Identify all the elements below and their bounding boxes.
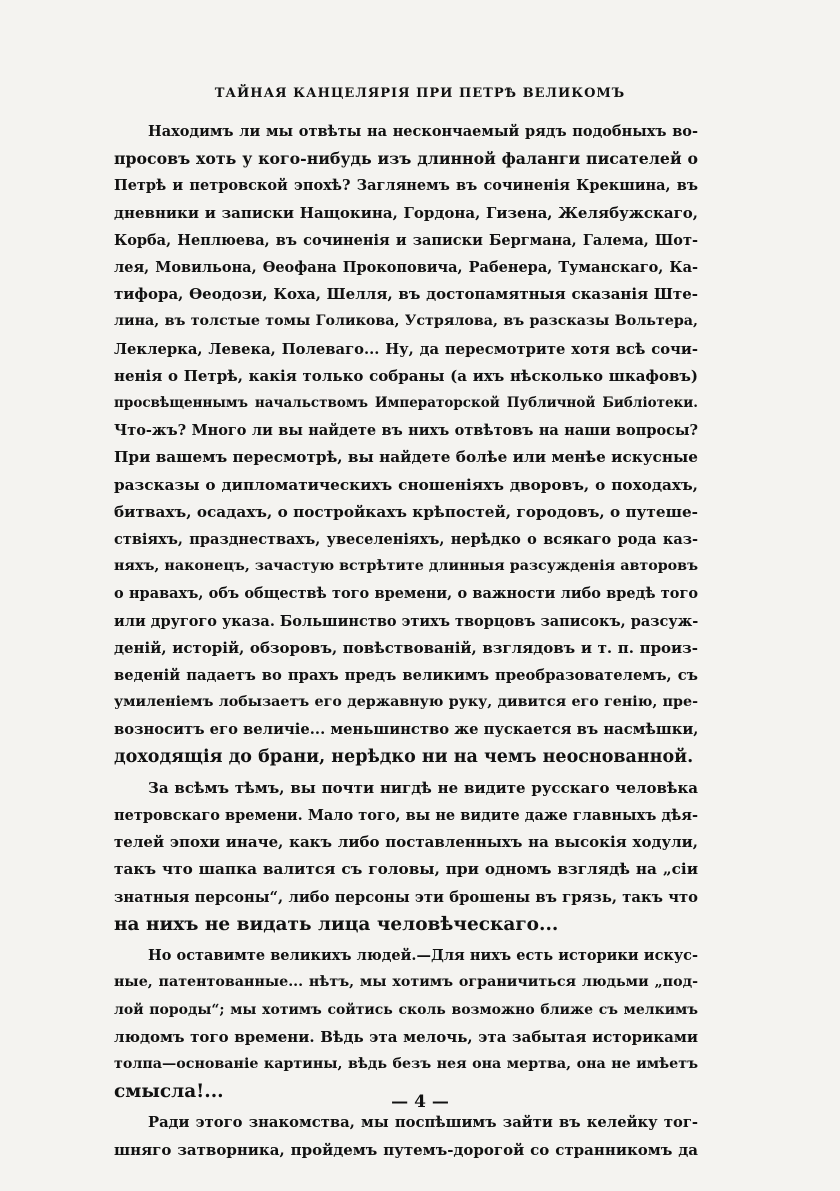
text-line: ствіяхъ, празднествахъ, увеселеніяхъ, нерѣдко о всякаго рода каз-: [114, 531, 698, 549]
paragraph: [114, 775, 698, 938]
text-line: тифора, Ѳеодози, Коха, Шелля, въ достопамятныя сказанія Ште-: [114, 285, 698, 304]
text-line: лея, Мовильона, Ѳеофана Прокоповича, Рабенера, Туманскаго, Ка-: [114, 259, 698, 277]
text-line: ненія о Петрѣ, какія только собраны (а ихъ нѣсколько шкафовъ): [114, 366, 698, 385]
text-line: просвѣщеннымъ начальствомъ Императорской Публичной Библіотеки.: [114, 395, 698, 412]
text-line: знатныя персоны“, либо персоны эти брошены въ грязь, такъ что: [114, 888, 698, 906]
text-line: шняго затворника, пройдемъ путемъ-дорогой со странникомъ да: [114, 1140, 698, 1159]
text-line: Находимъ ли мы отвѣты на нескончаемый рядъ подобныхъ во-: [148, 123, 698, 140]
text-line: лина, въ толстые томы Голикова, Устрялова, въ разсказы Вольтера,: [114, 313, 698, 330]
text-line: Корба, Неплюева, въ сочиненія и записки Бергмана, Галема, Шот-: [114, 231, 698, 249]
text-line: Но оставимте великихъ людей.—Для нихъ есть историки искус-: [148, 947, 698, 965]
text-line: битвахъ, осадахъ, о постройкахъ крѣпостей, городовъ, о путеше-: [114, 502, 698, 521]
text-line: веденій падаетъ во прахъ предъ великимъ преобразователемъ, съ: [114, 667, 698, 685]
text-line: разсказы о дипломатическихъ сношеніяхъ дворовъ, о походахъ,: [114, 475, 698, 494]
text-line: ные, патентованные... нѣтъ, мы хотимъ ограничиться людьми „под-: [114, 974, 698, 991]
text-line: дневники и записки Нащокина, Гордона, Гизена, Желябужскаго,: [114, 203, 698, 222]
text-line: За всѣмъ тѣмъ, вы почти нигдѣ не видите русскаго человѣка: [148, 778, 698, 797]
text-line: толпа—основаніе картины, вѣдь безъ нея она мертва, она не имѣетъ: [114, 1055, 698, 1072]
text-line: петровскаго времени. Мало того, вы не видите даже главныхъ дѣя-: [114, 807, 698, 825]
text-line: деній, исторій, обзоровъ, повѣствованій, взглядовъ и т. п. произ-: [114, 638, 698, 657]
text-line: такъ что шапка валится съ головы, при одномъ взглядѣ на „сіи: [114, 860, 698, 879]
text-line: лой породы“; мы хотимъ сойтись сколь возможно ближе съ мелкимъ: [114, 1001, 698, 1018]
paragraph: [114, 1109, 698, 1163]
text-line: о нравахъ, объ обществѣ того времени, о важности либо вредѣ того: [114, 585, 698, 603]
running-head: ТАЙНАЯ КАНЦЕЛЯРІЯ ПРИ ПЕТРѢ ВЕЛИКОМЪ: [214, 86, 626, 101]
text-line: или другого указа. Большинство этихъ творцовъ записокъ, разсуж-: [114, 612, 699, 630]
text-line: Ради этого знакомства, мы поспѣшимъ зайти въ келейку тог-: [148, 1114, 698, 1132]
text-line: на нихъ не видать лица человѣческаго...: [114, 913, 559, 935]
text-line: возноситъ его величіе... меньшинство же пускается въ насмѣшки,: [114, 721, 699, 739]
text-line: Петрѣ и петровской эпохѣ? Заглянемъ въ сочиненія Крекшина, въ: [114, 177, 698, 195]
page-number: — 4 —: [391, 1092, 449, 1112]
text-line: доходящія до брани, нерѣдко ни на чемъ неоснованной.: [114, 746, 694, 767]
text-line: При вашемъ пересмотрѣ, вы найдете болѣе или менѣе искусные: [114, 448, 698, 467]
text-line: Что-жъ? Много ли вы найдете въ нихъ отвѣтовъ на наши вопросы?: [114, 422, 698, 440]
text-line: просовъ хоть у кого-нибудь изъ длинной фаланги писателей о: [114, 149, 698, 169]
paragraph: [114, 118, 698, 771]
text-line: умиленіемъ лобызаетъ его державную руку, дивится его генію, пре-: [114, 694, 698, 711]
text-line: людомъ того времени. Вѣдь эта мелочь, эта забытая историками: [114, 1027, 698, 1046]
paragraph: [114, 942, 698, 1105]
text-line: Леклерка, Левека, Полеваго... Ну, да пересмотрите хотя всѣ сочи-: [114, 340, 698, 358]
text-line: няхъ, наконецъ, зачастую встрѣтите длинныя разсужденія авторовъ: [114, 558, 698, 575]
text-line: смысла!...: [114, 1081, 224, 1103]
text-line: телей эпохи иначе, какъ либо поставленныхъ на высокія ходули,: [114, 833, 698, 852]
body-text: [114, 118, 698, 1164]
